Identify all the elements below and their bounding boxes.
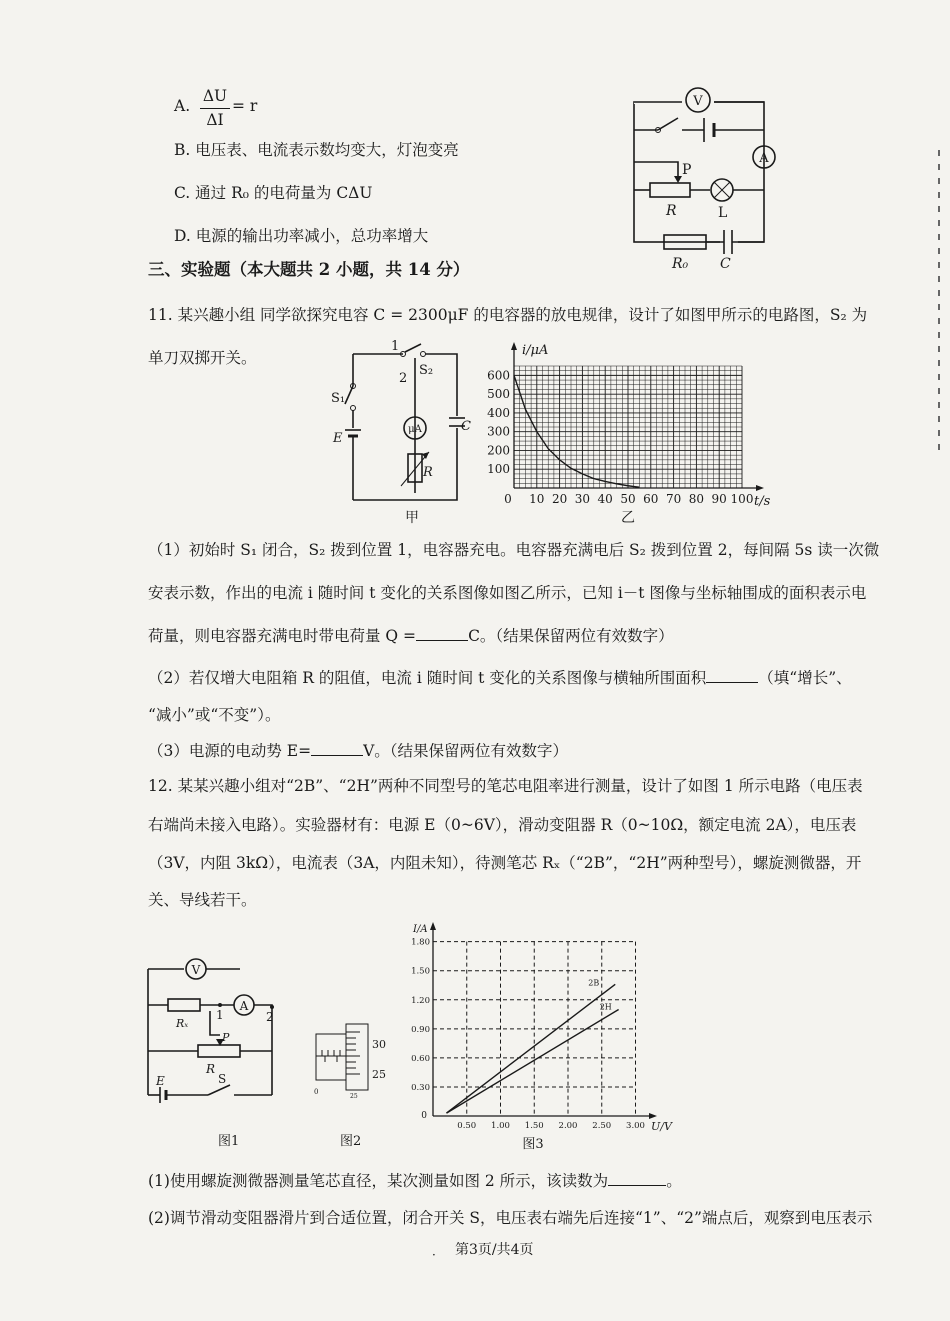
fig2-scale-30: 30 bbox=[372, 1038, 386, 1051]
x-axis-arrow bbox=[649, 1113, 657, 1119]
q12-line4: 关、导线若干。 bbox=[148, 891, 257, 909]
q11-part3-text: （3）电源的电动势 E= bbox=[148, 742, 312, 760]
x-tick-label: 1.00 bbox=[491, 1121, 510, 1131]
q11-part1-line3-text: 荷量，则电容器充满电时带电荷量 Q = bbox=[148, 627, 417, 645]
x-tick-label: 90 bbox=[711, 492, 727, 506]
lamp-label: L bbox=[718, 205, 728, 221]
footer-dot: · bbox=[432, 1248, 436, 1262]
s1-label: S₁ bbox=[331, 391, 346, 406]
option-b: B. 电压表、电流表示数均变大，灯泡变亮 bbox=[174, 141, 459, 159]
x-tick-label: 60 bbox=[643, 492, 659, 506]
rx-resistor-icon bbox=[168, 999, 200, 1011]
fig1-rx-label: Rₓ bbox=[176, 1017, 189, 1030]
rheostat-icon bbox=[650, 183, 690, 197]
q11-part2-hint: （填“增长”、 bbox=[758, 669, 852, 687]
option-a-label: A. bbox=[174, 97, 191, 115]
fig1-pos2-label: 2 bbox=[266, 1010, 274, 1024]
voltmeter-label: V bbox=[693, 94, 703, 109]
x-axis-label: t/s bbox=[754, 494, 771, 509]
y-tick-label: 100 bbox=[487, 462, 510, 477]
q11-part2-cont: “减小”或“不变”）。 bbox=[148, 706, 281, 724]
page-number: 第3页/共4页 bbox=[455, 1242, 534, 1258]
q12-sub2: (2)调节滑动变阻器滑片到合适位置，闭合开关 S，电压表右端先后连接“1”、“2”端点后，观察到电压表示 bbox=[148, 1209, 873, 1227]
fig1-v-label: V bbox=[191, 963, 201, 977]
q11-part3-unit: V。（结果保留两位有效数字） bbox=[363, 742, 569, 760]
y-tick-label: 0.60 bbox=[411, 1053, 430, 1064]
microammeter-label: μA bbox=[408, 424, 422, 435]
fig2-scale-25b: 25 bbox=[350, 1093, 358, 1100]
q11-stem-line2: 单刀双掷开关。 bbox=[148, 349, 257, 367]
x-tick-label: 30 bbox=[574, 492, 591, 506]
rheostat-label: R bbox=[666, 203, 677, 219]
origin-label: 0 bbox=[421, 1111, 427, 1121]
e-label: E bbox=[333, 431, 343, 446]
option-a bbox=[174, 96, 190, 116]
q11-part1-line1: （1）初始时 S₁ 闭合，S₂ 拨到位置 1，电容器充电。电容器充满电后 S₂ 拨到位置 2，每间隔 5s 读一次微 bbox=[148, 541, 880, 559]
y-tick-label: 500 bbox=[487, 387, 510, 402]
rheostat-icon bbox=[198, 1045, 240, 1057]
y-axis-arrow bbox=[430, 922, 436, 930]
s2-label: S₂ bbox=[419, 363, 434, 378]
micrometer-sleeve bbox=[316, 1034, 346, 1080]
x-axis-label: U/V bbox=[651, 1120, 672, 1133]
answer-blank-area[interactable] bbox=[706, 668, 758, 683]
switch-s2-icon bbox=[405, 344, 421, 352]
x-tick-label: 1.50 bbox=[524, 1121, 544, 1131]
y-tick-label: 1.50 bbox=[411, 966, 430, 977]
fig1-r-label: R bbox=[206, 1062, 216, 1076]
y-axis-arrow bbox=[511, 342, 517, 350]
option-a-denominator: ΔI bbox=[206, 111, 224, 129]
fig1-s-label: S bbox=[218, 1072, 227, 1086]
fig1-pos1-label: 1 bbox=[216, 1008, 224, 1022]
fig2-caption: 图2 bbox=[340, 1134, 362, 1149]
fig2-scale-25: 25 bbox=[372, 1068, 386, 1081]
q12-line1: 12. 某某兴趣小组对“2B”、“2H”两种不同型号的笔芯电阻率进行测量，设计了如图 1 所示电路（电压表 bbox=[148, 777, 863, 795]
q11-part3 bbox=[148, 741, 568, 761]
caption-yi: 乙 bbox=[621, 510, 635, 526]
micrometer-thimble bbox=[346, 1024, 368, 1090]
x-tick-label: 100 bbox=[730, 492, 754, 506]
x-tick-label: 10 bbox=[529, 492, 545, 506]
x-tick-label: 50 bbox=[620, 492, 636, 506]
y-tick-label: 300 bbox=[487, 424, 510, 439]
x-tick-label: 3.00 bbox=[626, 1121, 645, 1131]
y-tick-label: 200 bbox=[487, 443, 510, 458]
q11-part1-line3-unit: C。（结果保留两位有效数字） bbox=[468, 627, 674, 645]
x-tick-label: 40 bbox=[597, 492, 613, 506]
x-tick-label: 70 bbox=[665, 492, 682, 506]
pos1-label: 1 bbox=[391, 339, 400, 354]
slider-arrow bbox=[654, 162, 678, 180]
fig1-a-label: A bbox=[239, 999, 249, 1013]
origin-label: 0 bbox=[504, 492, 512, 506]
y-axis-label: I/A bbox=[413, 924, 428, 935]
y-tick-label: 1.20 bbox=[411, 995, 430, 1006]
q12-line3: （3V，内阻 3kΩ），电流表（3A，内阻未知），待测笔芯 Rₓ（“2B”，“2H”两种型号），螺旋测微器，开 bbox=[148, 854, 862, 872]
q11-stem-line1: 11. 某兴趣小组 同学欲探究电容 C = 2300μF 的电容器的放电规律，设计了如图甲所示的电路图，S₂ 为 bbox=[148, 306, 868, 324]
answer-blank-diameter[interactable] bbox=[608, 1171, 666, 1186]
q11-part2 bbox=[148, 668, 852, 688]
option-d: D. 电源的输出功率减小，总功率增大 bbox=[174, 227, 429, 245]
binding-marks bbox=[938, 150, 940, 450]
fig1-p-label: P bbox=[222, 1031, 230, 1044]
r0-label: R₀ bbox=[672, 256, 689, 272]
option-a-numerator: ΔU bbox=[202, 87, 228, 105]
x-tick-label: 0.50 bbox=[457, 1121, 477, 1131]
q12-sub1-text: (1)使用螺旋测微器测量笔芯直径，某次测量如图 2 所示，该读数为 bbox=[148, 1172, 609, 1190]
fig2-micrometer-diagram bbox=[310, 1020, 400, 1155]
option-c: C. 通过 R₀ 的电荷量为 CΔU bbox=[174, 184, 373, 202]
x-tick-label: 20 bbox=[551, 492, 568, 506]
x-axis-arrow bbox=[756, 485, 764, 491]
answer-blank-q[interactable] bbox=[416, 626, 468, 641]
switch-s-icon bbox=[208, 1085, 230, 1095]
chart-yi bbox=[487, 338, 780, 528]
q12-sub1 bbox=[148, 1171, 682, 1191]
y-tick-label: 0.90 bbox=[411, 1024, 430, 1035]
option-a-rhs: = r bbox=[232, 97, 258, 115]
y-tick-label: 600 bbox=[487, 368, 510, 383]
c-label: C bbox=[461, 419, 471, 434]
fig2-scale-0: 0 bbox=[314, 1088, 319, 1096]
q11-part1-line2: 安表示数，作出的电流 i 随时间 t 变化的关系图像如图乙所示，已知 i－t 图像与坐标轴围成的面积表示电 bbox=[148, 584, 867, 602]
capacitor-label: C bbox=[720, 256, 731, 272]
y-tick-label: 400 bbox=[487, 405, 510, 420]
fig3-caption: 图3 bbox=[522, 1137, 544, 1152]
fig1-e-label: E bbox=[156, 1074, 165, 1088]
q11-part1-line3 bbox=[148, 626, 674, 646]
r-label: R bbox=[423, 465, 433, 480]
fig1-caption: 图1 bbox=[218, 1134, 240, 1149]
x-tick-label: 2.50 bbox=[592, 1121, 612, 1131]
pos2-label: 2 bbox=[399, 371, 408, 386]
answer-blank-emf[interactable] bbox=[311, 741, 363, 756]
series-label-2h: 2H bbox=[599, 1002, 612, 1012]
q12-line2: 右端尚未接入电路）。实验器材有：电源 E（0~6V），滑动变阻器 R（0~10Ω，额定电流 2A），电压表 bbox=[148, 816, 857, 834]
y-tick-label: 1.80 bbox=[411, 937, 430, 948]
q10-circuit-diagram bbox=[620, 82, 790, 272]
ammeter-label: A bbox=[759, 151, 769, 166]
section-heading: 三、实验题（本大题共 2 小题，共 14 分） bbox=[148, 260, 470, 279]
caption-jia: 甲 bbox=[405, 510, 419, 526]
y-tick-label: 0.30 bbox=[411, 1082, 430, 1093]
x-tick-label: 80 bbox=[688, 492, 705, 506]
chart-fig3 bbox=[405, 920, 675, 1155]
y-axis-label: i/μA bbox=[522, 343, 549, 358]
fraction-bar bbox=[200, 108, 230, 109]
fig1-circuit-diagram bbox=[140, 955, 290, 1155]
series-line-2b bbox=[447, 984, 616, 1113]
q11-circuit-diagram bbox=[325, 338, 485, 528]
x-tick-label: 2.00 bbox=[558, 1121, 578, 1131]
slider-label: P bbox=[682, 162, 692, 178]
series-label-2b: 2B bbox=[588, 978, 600, 988]
q12-sub1-end: 。 bbox=[666, 1172, 682, 1190]
series-line-2h bbox=[447, 1009, 619, 1113]
q11-part2-text: （2）若仅增大电阻箱 R 的阻值，电流 i 随时间 t 变化的关系图像与横轴所围面积 bbox=[148, 669, 707, 687]
